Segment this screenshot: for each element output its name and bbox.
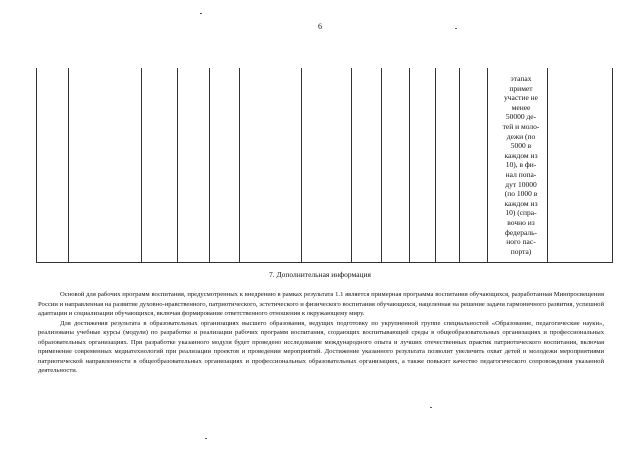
paragraph: Основой для рабочих программ воспитания, предусмотренных к внедрению в рамках результата 1.1 является примерная программа воспитания обучающихся, разработанная Минпросвещения России и направленная на развитие духовно-нравственного, патриотического, эстетического и физического воспитания обучающихся, нацеленная на решение задачи гармоничного развития, успешной адаптации и социализации обучающихся, включая формирование ответственного отношения к окружающему миру. [38,291,604,317]
section-heading: 7. Дополнительная информация [268,270,371,279]
page-number: 6 [318,22,322,31]
scan-speck [430,407,432,408]
table-column-divider [487,68,488,262]
paragraph: Для достижения результата в образовательных организациях высшего образования, ведущих подготовку по укрупненной группе специальностей «Образование, педагогические науки», реализованы учебные курсы (модули) по разработке и реализации рабочих программ воспитания, создающих воспитывающей среды в общеобразовательных организациях и профессиональных образовательных организациях. При разработке указанного модуля будет проведено исследование международного опыта и лучших отечественных практик патриотического воспитания, включая применение современных медиатехнологий при реализации проектов и проведении мероприятий. Достижение указанного результата позволит увеличить охват детей и молодежи мероприятиями патриотической направленности в общеобразовательных организациях и профессиональных образовательных организациях, а также повысит качество педагогического сопровождения указанной деятельности. [38,319,604,374]
table-column-divider [141,68,142,262]
scan-speck [200,13,202,14]
table-column-divider [381,68,382,262]
table-cell-text: этапах примет участие не менее 50000 де- тей и моло- дежи (по 5000 в каждом из 10), в фи- нал попа- дут 10000 (по 1000 в каждом из 10) (спра- вочно из федераль- ного пас- порта) [502,74,540,256]
scan-speck [455,28,457,29]
table-column-divider [301,68,302,262]
table-column-divider [177,68,178,262]
table-column-divider [459,68,460,262]
body-text [38,290,604,376]
table-column-divider [239,68,240,262]
table-column-divider [351,68,352,262]
table-column-divider [68,68,69,262]
table-column-divider [435,68,436,262]
table-column-divider [547,68,548,262]
table-column-divider [209,68,210,262]
scan-speck [205,438,207,439]
table-column-divider [409,68,410,262]
